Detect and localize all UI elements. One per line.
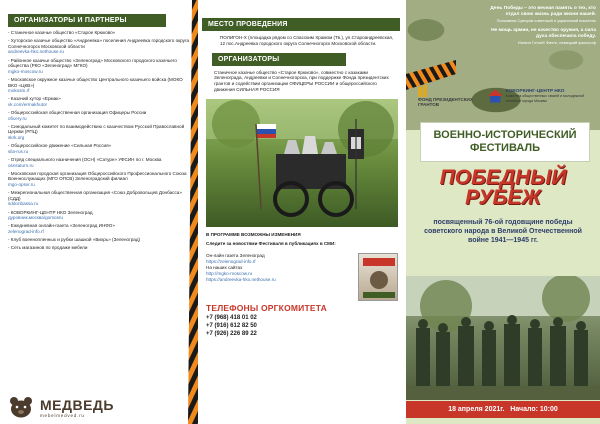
program-changes-note: В ПРОГРАММЕ ВОЗМОЖНЫ ИЗМЕНЕНИЯ [206,231,301,237]
partner-link[interactable]: skrk.org [8,135,25,141]
partner-name: - Станичное казачье общество «Старое Крюково» [8,30,116,35]
date-bar [406,401,600,418]
partner-item [8,38,190,55]
logos-row [418,78,594,114]
bear-brand-site: mebelmedved.ru [40,412,85,418]
coworking-logo [488,87,503,105]
partner-item [8,223,190,234]
follow-news-text: Следите за новостями Фестиваля в публикациях в СМИ: [206,240,336,246]
partner-name: - Московская городская организация Общероссийского Профессионального Союза Военнослужащих (МГО ОПСВ) Зеленоградский филиал [8,170,187,182]
partner-item [8,245,190,251]
phones-list [198,314,406,338]
quote-1-author: Полковник Суворов советский и украинский писатель [496,18,596,23]
festival-subtitle: ПОБЕДНЫЙ РУБЕЖ [439,166,567,209]
phone-number[interactable]: +7 (916) 612 82 50 [206,323,257,330]
partner-item [8,110,190,121]
coworking-label: КОВОРКИНГ-ЦЕНТР НКО [505,89,565,95]
partner-link[interactable]: sddonbassa.ru [8,201,39,207]
organizers-text: Станичное казачье общество «Старое Крюково», совместно с казаками Зеленограда, Андреевки и Солнечногорска, при поддержке Фонда президентских грантов и содействии организации ОФИЦЕРЫ РОССИИ и общероссийского движения СИЛЬНАЯ РОССИЯ [214,69,389,92]
date-line: 18 апреля 2021г. Начало: 10:00 [448,406,558,413]
partner-link[interactable]: mokosm.rf [8,88,30,94]
venue-panel [198,0,406,424]
bear-icon [8,396,34,418]
partner-item [8,143,190,154]
cover-panel [406,0,600,424]
partner-item [8,210,190,221]
partner-link[interactable]: дуровник.москва/gomosru [8,215,63,221]
title-box [420,122,590,162]
partner-name: - Московское окружное казачье общество Центрального казачьего войска (МОКО ВКО «ЦКВ») [8,76,183,88]
coworking-sublabel: Комитета общественных связей и молодежной политики города Москвы [505,94,585,103]
partner-name: - Отряд специального назначения (ОСН) «Сатурн» УФСИН по г. Москва [8,157,162,163]
media-sites-label: На наших сайтах [206,264,243,270]
quote-1: День Победы – это вечная память о тех, кто отдал свою жизнь ради жизни нашей. [490,6,596,17]
dedication-text: посвященный 76-ой годовщине победы советского народа в Великой Отечественной войне 1941—1945 гг. [424,219,582,244]
partner-link[interactable]: zelenograd-info.rf [8,228,44,234]
partner-item [8,58,190,75]
cossack-trophies-photo [206,99,398,227]
quote-2: Не мощь армии, не качество оружия, а сила духа обеспечила победу. [491,28,596,39]
partner-name: - КОВОРКИНГ-ЦЕНТР НКО Зеленоград [8,209,93,215]
media-newspaper-link[interactable]: https://zelenograd-info.rf [206,259,256,265]
partner-item [8,190,190,207]
festival-poster [358,253,398,301]
partner-link[interactable]: mgko-moscow.ru [8,68,43,74]
quotes-box [480,6,596,45]
venue-text: ПОЛИГОН-Х (площадка рядом со Спасским Храмом (Тв.), ул.Староандреевская, 12 пос.Андреевка городского округа Солнечногорск Московской области. [220,35,394,46]
presidential-grants-logo [418,85,430,97]
festival-title: ВОЕННО-ИСТОРИЧЕСКИЙ ФЕСТИВАЛЬ [433,129,577,154]
partner-item [8,30,190,36]
partner-name: - Ежедневная онлайн-газета «Зеленоград ИНФО» [8,223,115,229]
partner-name: - Хуторское казачье общество «Андреевка» поселения Андреевка городского округа Солнечногорск Московской области [8,38,190,49]
quote-2-author: Иоганн Готлиб Фихте, немецкий философ [517,40,596,45]
veterans-photo [406,276,600,400]
partner-name: - Казачий хутор «Ермак» [8,96,61,102]
partner-link[interactable]: osnsaturn.ru [8,162,34,168]
partner-name: - Сеть магазинов по продаже мебели [8,245,88,251]
bear-brand [8,394,188,420]
partner-item [8,171,190,188]
partner-item [8,157,190,168]
phones-header: ТЕЛЕФОНЫ ОРГКОМИТЕТА [206,303,327,314]
partner-name: - Районное казачье общество «Зеленоград» Московского городского казачьего общества (РКО «Зеленоград» МГКО) [8,57,177,69]
partners-panel [0,0,196,424]
partner-name: - Общероссийская общественная организация Офицеры России [8,110,147,116]
organizers-header: ОРГАНИЗАТОРЫ [212,53,346,66]
presidential-grants-label: ФОНД ПРЕЗИДЕНТСКИХ ГРАНТОВ [418,97,473,107]
partner-link[interactable]: andreevka-hko.nethouse.ru [8,49,64,55]
partners-list [0,27,196,251]
bear-brand-name: МЕДВЕДЬ [40,396,114,413]
phone-number[interactable]: +7 (968) 418 01 02 [206,315,257,322]
partner-item [8,77,190,94]
partner-link[interactable]: vk.com/ermakhutor [8,101,48,107]
media-site-link-2[interactable]: https://andreevka-hko.nethouse.ru [206,276,276,282]
partner-item [8,124,190,141]
phone-number[interactable]: +7 (926) 226 89 22 [206,331,257,338]
media-newspaper-label: Он-лайн газета Зеленоград [206,253,265,259]
partner-link[interactable]: oficery.ru [8,115,27,121]
partner-item [8,237,190,243]
partner-name: - Межрегиональная общественная организация «Союз Добровольцев Донбасса» (СДД) [8,190,182,201]
partners-header: ОРГАНИЗАТОРЫ И ПАРТНЕРЫ [8,14,166,27]
partner-link[interactable]: sila-rus.ru [8,148,29,154]
partner-name: - Синодальный комитет по взаимодействию с казачеством Русской Православной Церкви (РПЦ) [8,123,185,135]
partner-name: - Клуб военнопленных и рубки шашкой «Вихрь» (Зеленоград) [8,237,141,243]
media-block [198,253,406,301]
media-site-link-1[interactable]: http://mgko-moscow.ru [206,270,253,276]
partner-link[interactable]: mgo-opsvr.ru [8,182,35,187]
venue-header: МЕСТО ПРОВЕДЕНИЯ [202,18,400,31]
partner-name: - Общероссийское движение «Сильная Россия» [8,143,112,149]
partner-item [8,96,190,107]
